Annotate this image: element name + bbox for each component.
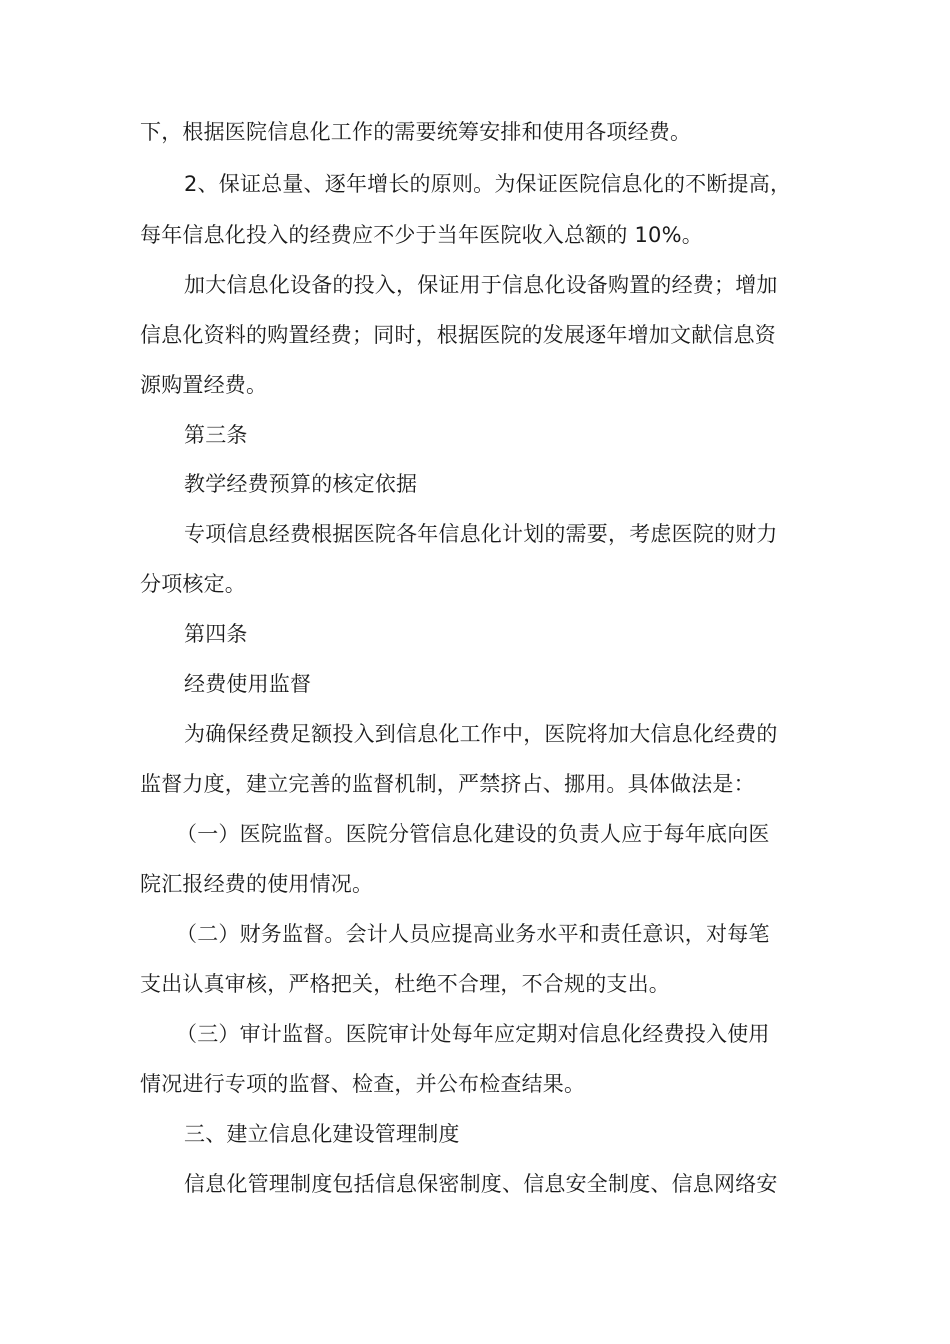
section-subheading: 经费使用监督 [184, 672, 312, 696]
text-line: 情况进行专项的监督、检查，并公布检查结果。 [140, 1072, 586, 1096]
text-line: 加大信息化设备的投入，保证用于信息化设备购置的经费；增加 [184, 273, 778, 297]
text-line: 院汇报经费的使用情况。 [140, 872, 374, 896]
text-line: 为确保经费足额投入到信息化工作中，医院将加大信息化经费的 [184, 722, 778, 746]
text-line: 下，根据医院信息化工作的需要统筹安排和使用各项经费。 [140, 120, 692, 144]
text-line: 信息化资料的购置经费；同时，根据医院的发展逐年增加文献信息资 [140, 323, 776, 347]
section-subheading: 教学经费预算的核定依据 [184, 472, 418, 496]
text-line: （一）医院监督。医院分管信息化建设的负责人应于每年底向医 [176, 822, 770, 846]
text-line: 支出认真审核，严格把关，杜绝不合理，不合规的支出。 [140, 972, 670, 996]
section-heading: 三、建立信息化建设管理制度 [184, 1122, 460, 1146]
text-line: 分项核定。 [140, 572, 246, 596]
text-line: 信息化管理制度包括信息保密制度、信息安全制度、信息网络安 [184, 1172, 778, 1196]
text-line: 专项信息经费根据医院各年信息化计划的需要，考虑医院的财力 [184, 522, 778, 546]
text-line: （二）财务监督。会计人员应提高业务水平和责任意识，对每笔 [176, 922, 770, 946]
section-heading: 第四条 [184, 622, 248, 646]
text-line: 2、保证总量、逐年增长的原则。为保证医院信息化的不断提高， [184, 172, 792, 196]
text-line: 每年信息化投入的经费应不少于当年医院收入总额的 10%。 [140, 223, 703, 247]
text-line: （三）审计监督。医院审计处每年应定期对信息化经费投入使用 [176, 1022, 770, 1046]
text-line: 监督力度，建立完善的监督机制，严禁挤占、挪用。具体做法是： [140, 772, 755, 796]
section-heading: 第三条 [184, 423, 248, 447]
text-line: 源购置经费。 [140, 373, 268, 397]
